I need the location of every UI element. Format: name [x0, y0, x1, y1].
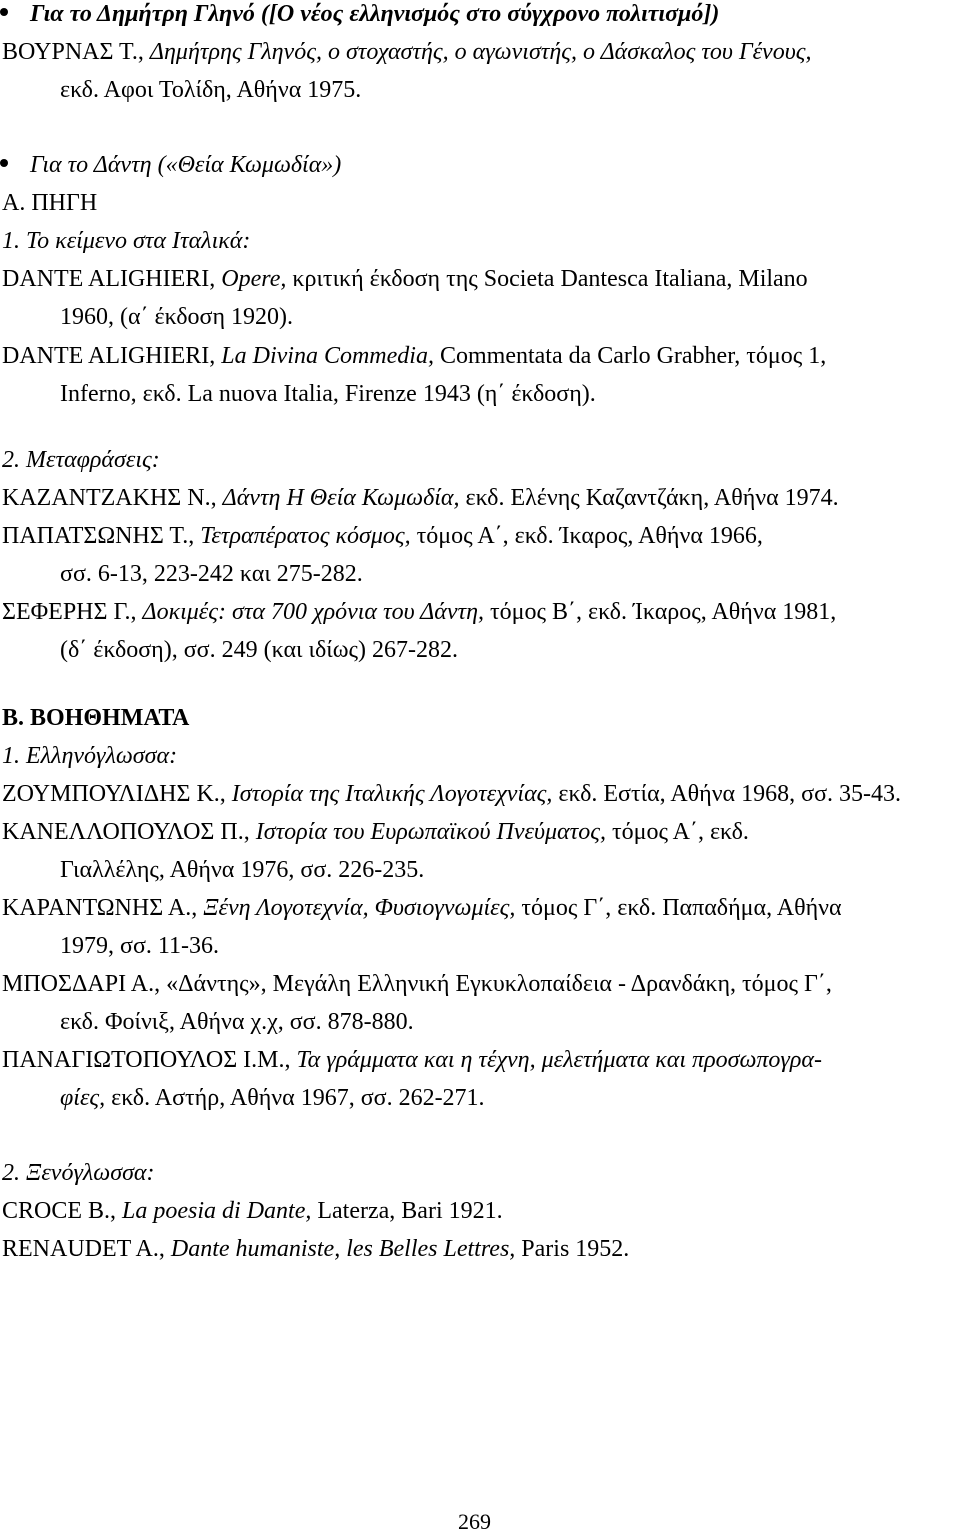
entry-mposdari: ΜΠΟΣΔΑΡΙ Α., «Δάντης», Μεγάλη Ελληνική Εγκυκλοπαίδεια - Δρανδάκη, τόμος Γ΄, [2, 971, 832, 997]
bullet-heading-dante [0, 153, 341, 177]
bullet-icon [0, 159, 8, 167]
subheading-greek: 1. Ελληνόγλωσσα: [2, 743, 178, 769]
entry-papatsonis: ΠΑΠΑΤΣΩΝΗΣ Τ., Τετραπέρατος κόσμος, τόμος Α΄, εκδ. Ίκαρος, Αθήνα 1966, [2, 523, 763, 549]
entry-opere-cont: 1960, (α΄ έκδοση 1920). [60, 304, 293, 330]
entry-vournas: ΒΟΥΡΝΑΣ Τ., Δημήτρης Γληνός, ο στοχαστής, ο αγωνιστής, ο Δάσκαλος του Γένους, [2, 39, 812, 65]
bullet-icon [0, 8, 8, 16]
entry-zoumpoulidis: ΖΟΥΜΠΟΥΛΙΔΗΣ Κ., Ιστορία της Ιταλικής Λογοτεχνίας, εκδ. Εστία, Αθήνα 1968, σσ. 35-43. [2, 781, 901, 807]
entry-divina-commedia: DANTE ALIGHIERI, La Divina Commedia, Commentata da Carlo Grabher, τόμος 1, [2, 343, 827, 369]
subheading-foreign: 2. Ξενόγλωσσα: [2, 1160, 155, 1186]
entry-karantonis: ΚΑΡΑΝΤΩΝΗΣ Α., Ξένη Λογοτεχνία, Φυσιογνωμίες, τόμος Γ΄, εκδ. Παπαδήμα, Αθήνα [2, 895, 842, 921]
entry-opere: DANTE ALIGHIERI, Opere, κριτική έκδοση της Societa Dantesca Italiana, Milano [2, 266, 808, 292]
entry-karantonis-cont: 1979, σσ. 11-36. [60, 933, 219, 959]
bullet-heading-glinos [0, 2, 719, 26]
entry-kanellopoulos-cont: Γιαλλέλης, Αθήνα 1976, σσ. 226-235. [60, 857, 425, 883]
entry-divina-commedia-cont: Inferno, εκδ. La nuova Italia, Firenze 1943 (η΄ έκδοση). [60, 381, 596, 407]
section-b-heading: Β. ΒΟΗΘΗΜΑΤΑ [2, 705, 190, 731]
entry-papatsonis-cont: σσ. 6-13, 223-242 και 275-282. [60, 561, 363, 587]
entry-seferis: ΣΕΦΕΡΗΣ Γ., Δοκιμές: στα 700 χρόνια του Δάντη, τόμος Β΄, εκδ. Ίκαρος, Αθήνα 1981, [2, 599, 837, 625]
heading-glinos: Για το Δημήτρη Γληνό ([Ο νέος ελληνισμός στο σύγχρονο πολιτισμό]) [30, 1, 720, 27]
entry-kazantzakis: ΚΑΖΑΝΤΖΑΚΗΣ Ν., Δάντη Η Θεία Κωμωδία, εκδ. Ελένης Καζαντζάκη, Αθήνα 1974. [2, 485, 839, 511]
section-a-heading: Α. ΠΗΓΗ [2, 190, 98, 216]
entry-renaudet: RENAUDET A., Dante humaniste, les Belles Lettres, Paris 1952. [2, 1236, 630, 1262]
page-number: 269 [458, 1509, 491, 1534]
entry-mposdari-cont: εκδ. Φοίνιξ, Αθήνα χ.χ, σσ. 878-880. [60, 1009, 414, 1035]
entry-croce: CROCE B., La poesia di Dante, Laterza, Bari 1921. [2, 1198, 503, 1224]
entry-panagiotopoulos: ΠΑΝΑΓΙΩΤΟΠΟΥΛΟΣ Ι.Μ., Τα γράμματα και η τέχνη, μελετήματα και προσωπογρα- [2, 1047, 822, 1073]
entry-kanellopoulos: ΚΑΝΕΛΛΟΠΟΥΛΟΣ Π., Ιστορία του Ευρωπαϊκού Πνεύματος, τόμος Α΄, εκδ. [2, 819, 749, 845]
subheading-italian: 1. Το κείμενο στα Ιταλικά: [2, 228, 251, 254]
entry-vournas-cont: εκδ. Αφοι Τολίδη, Αθήνα 1975. [60, 77, 362, 103]
entry-panagiotopoulos-cont: φίες, εκδ. Αστήρ, Αθήνα 1967, σσ. 262-271. [60, 1085, 485, 1111]
subheading-translations: 2. Μεταφράσεις: [2, 447, 160, 473]
heading-dante: Για το Δάντη («Θεία Κωμωδία») [30, 152, 342, 178]
entry-seferis-cont: (δ΄ έκδοση), σσ. 249 (και ιδίως) 267-282. [60, 637, 459, 663]
